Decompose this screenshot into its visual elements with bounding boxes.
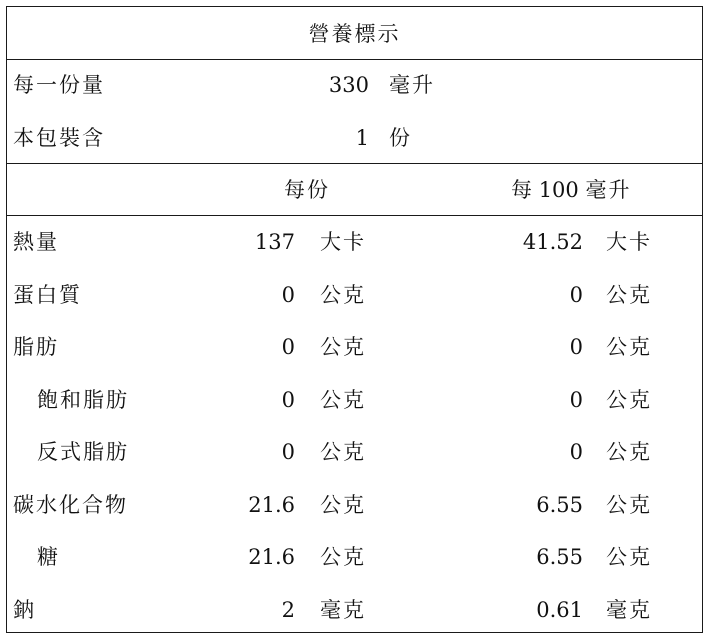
nutrient-serving-value: 0 bbox=[281, 440, 295, 464]
nutrient-per100-value: 6.55 bbox=[536, 493, 583, 517]
column-header-per-100-value: 100 bbox=[538, 178, 579, 202]
nutrient-serving-value: 0 bbox=[281, 335, 295, 359]
nutrient-name: 反式脂肪 bbox=[37, 440, 129, 464]
nutrient-per100-value: 0 bbox=[569, 283, 583, 307]
nutrient-serving-value: 21.6 bbox=[248, 493, 295, 517]
label-title: 營養標示 bbox=[308, 22, 401, 46]
nutrient-serving-value: 2 bbox=[281, 598, 295, 622]
nutrient-per100-value: 0.61 bbox=[536, 598, 583, 622]
nutrient-serving-value: 21.6 bbox=[248, 545, 295, 569]
nutrient-per100-value: 0 bbox=[569, 335, 583, 359]
nutrient-per100-value: 41.52 bbox=[522, 230, 583, 254]
nutrient-serving-value: 0 bbox=[281, 388, 295, 412]
column-header-per-serving: 每份 bbox=[284, 178, 330, 202]
nutrient-serving-unit: 大卡 bbox=[320, 230, 366, 254]
column-header-per-100-unit: 毫升 bbox=[585, 178, 632, 202]
nutrient-serving-unit: 公克 bbox=[320, 545, 366, 569]
nutrient-per100-unit: 公克 bbox=[606, 335, 652, 359]
divider-serving bbox=[7, 163, 702, 164]
nutrient-name: 碳水化合物 bbox=[13, 493, 128, 517]
nutrient-per100-unit: 公克 bbox=[606, 283, 652, 307]
nutrient-serving-unit: 公克 bbox=[320, 493, 366, 517]
nutrient-name: 飽和脂肪 bbox=[37, 388, 129, 412]
nutrient-serving-unit: 公克 bbox=[320, 440, 366, 464]
nutrient-name: 脂肪 bbox=[13, 335, 59, 359]
nutrient-name: 熱量 bbox=[13, 230, 59, 254]
nutrient-serving-value: 137 bbox=[254, 230, 295, 254]
nutrient-per100-unit: 公克 bbox=[606, 493, 652, 517]
divider-header bbox=[7, 215, 702, 216]
column-header-per-100-prefix: 每 bbox=[511, 178, 532, 202]
serving-size-unit: 毫升 bbox=[389, 73, 435, 97]
nutrient-name: 鈉 bbox=[13, 598, 36, 622]
nutrient-per100-value: 0 bbox=[569, 388, 583, 412]
nutrient-per100-value: 0 bbox=[569, 440, 583, 464]
nutrition-label bbox=[6, 6, 703, 633]
servings-per-package-unit: 份 bbox=[389, 126, 412, 150]
serving-size-label: 每一份量 bbox=[13, 73, 105, 97]
nutrient-per100-value: 6.55 bbox=[536, 545, 583, 569]
nutrient-per100-unit: 公克 bbox=[606, 388, 652, 412]
nutrient-name: 蛋白質 bbox=[13, 283, 82, 307]
nutrient-per100-unit: 公克 bbox=[606, 545, 652, 569]
nutrient-serving-unit: 公克 bbox=[320, 283, 366, 307]
nutrient-serving-unit: 公克 bbox=[320, 388, 366, 412]
nutrient-serving-value: 0 bbox=[281, 283, 295, 307]
nutrient-serving-unit: 毫克 bbox=[320, 598, 366, 622]
nutrient-per100-unit: 公克 bbox=[606, 440, 652, 464]
column-header-per-100 bbox=[511, 178, 631, 202]
divider-title bbox=[7, 59, 702, 60]
serving-size-value: 330 bbox=[328, 73, 369, 97]
servings-per-package-label: 本包裝含 bbox=[13, 126, 105, 150]
nutrient-per100-unit: 大卡 bbox=[606, 230, 652, 254]
nutrient-name: 糖 bbox=[37, 545, 60, 569]
servings-per-package-value: 1 bbox=[355, 126, 369, 150]
nutrient-per100-unit: 毫克 bbox=[606, 598, 652, 622]
nutrient-serving-unit: 公克 bbox=[320, 335, 366, 359]
